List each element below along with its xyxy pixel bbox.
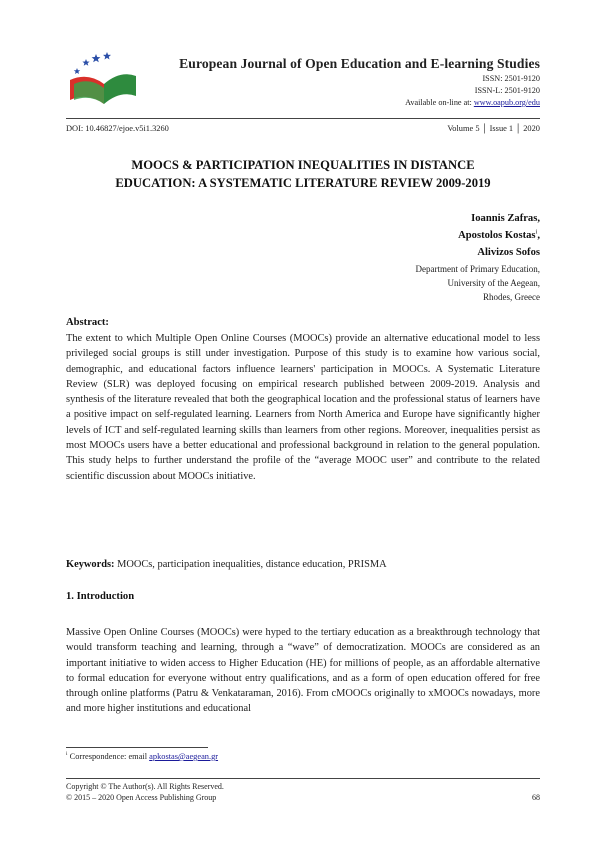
footnote-prefix: Correspondence: email xyxy=(69,752,150,761)
journal-logo xyxy=(66,50,138,108)
affiliation-department: Department of Primary Education, xyxy=(415,264,540,274)
footnote xyxy=(66,752,218,761)
journal-url-link[interactable]: www.oapub.org/edu xyxy=(473,98,540,107)
header-divider xyxy=(66,118,540,119)
doi: DOI: 10.46827/ejoe.v5i1.3260 xyxy=(66,124,169,133)
keywords-text: MOOCs, participation inequalities, distance education, PRISMA xyxy=(114,559,387,570)
author-3: Alivizos Sofos xyxy=(477,247,540,258)
abstract-heading: Abstract: xyxy=(66,317,109,328)
paper-title-line2: EDUCATION: A SYSTEMATIC LITERATURE REVIEW 2009-2019 xyxy=(115,176,491,190)
copyright: Copyright © The Author(s). All Rights Reserved. xyxy=(66,782,224,791)
publisher-copyright: © 2015 – 2020 Open Access Publishing Group xyxy=(66,793,217,802)
author-2-suffix: , xyxy=(537,230,540,241)
affiliation-location: Rhodes, Greece xyxy=(483,292,540,302)
author-2 xyxy=(458,230,540,241)
volume-issue: Volume 5 │ Issue 1 │ 2020 xyxy=(447,124,540,133)
introduction-text: Massive Open Online Courses (MOOCs) were hyped to the tertiary education as a breakthrough technology that would transform teaching and learning, through a “wave” of democratization. MOOCs are considered as an important initiative to widen access to Higher Education (HE) for millions of people, as an affordable alternative to formal education for everyone without entry qualifications, and as a form of open education offered for free through online platforms (Patru & Venkataraman, 2016). From cMOOCs originally to xMOOCs nowadays, more and more higher institutions and educational xyxy=(66,627,540,715)
page-number: 68 xyxy=(532,793,540,802)
journal-title: European Journal of Open Education and E-learning Studies xyxy=(179,56,540,71)
author-1: Ioannis Zafras, xyxy=(471,213,540,224)
footer-divider xyxy=(66,778,540,779)
star-icon xyxy=(74,52,111,74)
paper-title xyxy=(66,156,540,192)
author-2-footnote-marker: i xyxy=(535,228,538,236)
issn: ISSN: 2501-9120 xyxy=(482,74,540,83)
book-green-page xyxy=(104,74,136,104)
paper-title-line1: MOOCS & PARTICIPATION INEQUALITIES IN DISTANCE xyxy=(131,158,475,172)
keywords xyxy=(66,559,540,570)
footnote-marker: i xyxy=(66,751,68,758)
affiliation-university: University of the Aegean, xyxy=(447,278,540,288)
issn-l: ISSN-L: 2501-9120 xyxy=(474,86,540,95)
author-2-name: Apostolos Kostas xyxy=(458,230,536,241)
abstract-text: The extent to which Multiple Open Online Courses (MOOCs) provide an alternative educational model to less privileged social groups is still under investigation. Purpose of this study is to examine how various social, demographic, and educational factors influence learners' participation in MOOCs. A Systematic Literature Review (SLR) was deployed focusing on empirical research published between 2009-2019. Analysis and synthesis of the literature revealed that both the geographical location and the professional status of learners have a positive impact on self-regulated learning. Learners from North America and Europe have significantly higher levels of ICT and self-regulated learning skills than learners from other regions. Moreover, inequalities persist as most MOOCs users have a better educational and professional background in relation to the general population. This study helps to further understand the profile of the “average MOOC user” and contribute to the related scientific discussion about MOOCs initiative. xyxy=(66,333,540,482)
keywords-label: Keywords: xyxy=(66,559,115,570)
online-availability xyxy=(300,97,540,109)
section-heading-introduction: 1. Introduction xyxy=(66,591,135,602)
correspondence-email-link[interactable]: apkostas@aegean.gr xyxy=(149,752,219,761)
online-prefix: Available on-line at: xyxy=(405,98,474,107)
footnote-divider xyxy=(66,747,208,748)
